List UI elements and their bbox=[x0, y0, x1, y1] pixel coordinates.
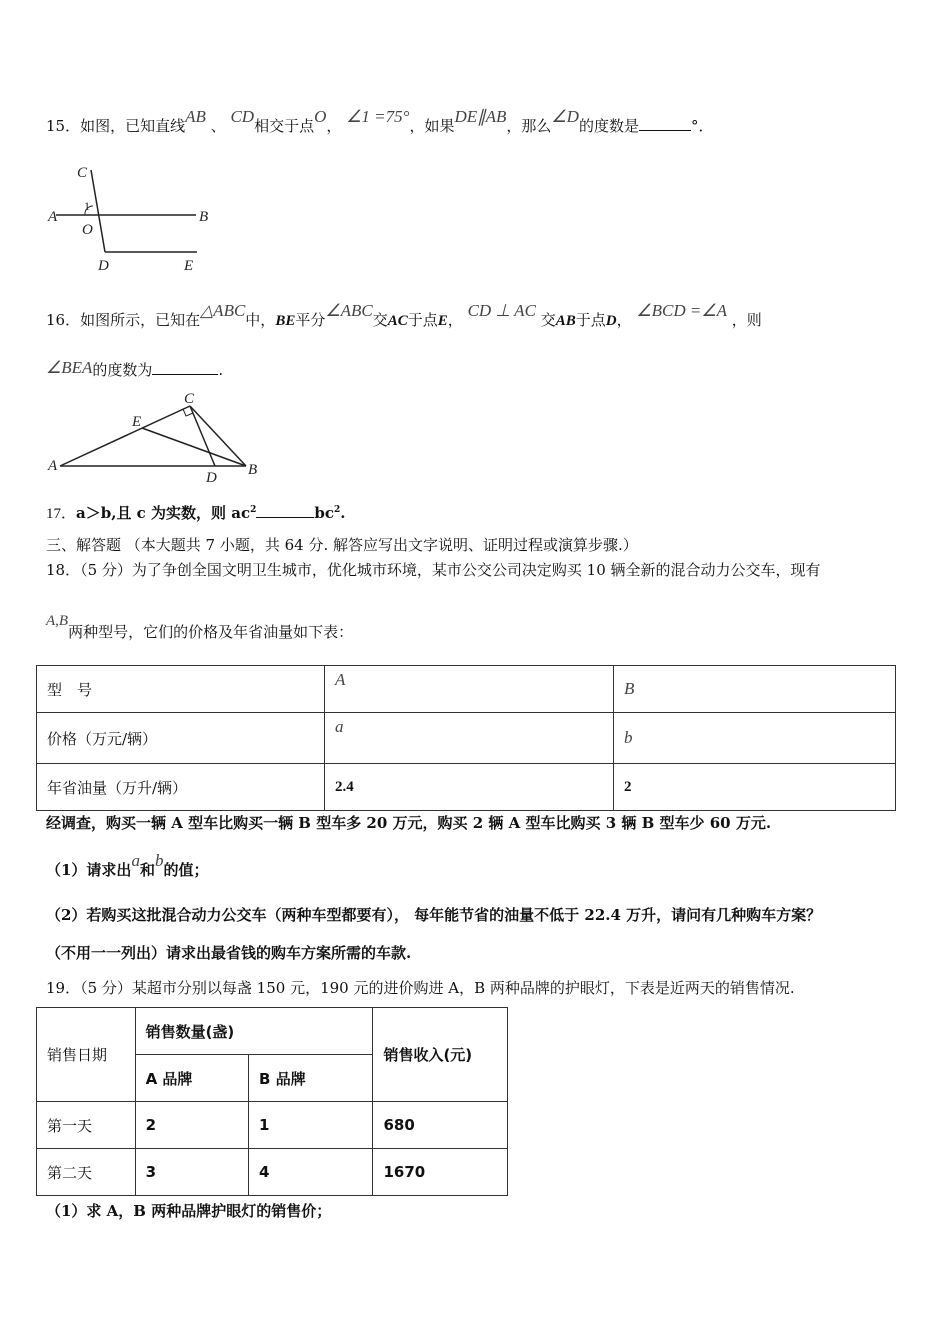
q15-number: 15． bbox=[46, 117, 81, 135]
math-o: O bbox=[314, 107, 327, 126]
table-row bbox=[37, 764, 896, 811]
table-cell: 型 号 bbox=[37, 666, 325, 713]
q16-text: ，则 bbox=[731, 311, 762, 329]
question-19-line1: 19．（5 分）某超市分别以每盏 150 元，190 元的进价购进 A，B 两种品牌的护眼灯，下表是近两天的销售情况. bbox=[46, 979, 795, 997]
q15-text: ，那么 bbox=[506, 117, 552, 135]
q16-figure bbox=[44, 392, 264, 488]
q16-text: 如图所示，已知在 bbox=[80, 311, 201, 329]
q15-comma: ， bbox=[326, 117, 342, 135]
svg-text:A: A bbox=[48, 209, 58, 225]
math-a-b: A,B bbox=[46, 613, 69, 629]
q17-text: bc bbox=[314, 504, 334, 522]
q16-text: 中， bbox=[245, 311, 276, 329]
table-row bbox=[37, 1008, 508, 1055]
svg-text:D: D bbox=[98, 258, 109, 274]
svg-text:A: A bbox=[48, 458, 58, 474]
q16-text: 于点 bbox=[407, 311, 438, 329]
q16-tail: . bbox=[218, 361, 224, 379]
q18-text: 的值； bbox=[163, 861, 209, 879]
q16-text: 于点 bbox=[575, 311, 606, 329]
math-de-parallel-ab: DE∥AB bbox=[454, 107, 507, 126]
q17-number: 17． bbox=[46, 506, 77, 522]
svg-text:B: B bbox=[199, 209, 209, 225]
table-cell: 1670 bbox=[373, 1149, 508, 1196]
math-e: E bbox=[437, 313, 448, 329]
question-16-line2 bbox=[46, 360, 223, 380]
table-row bbox=[37, 666, 896, 713]
math-ab: AB bbox=[555, 313, 576, 329]
section-3-heading: 三、解答题 （本大题共 7 小题，共 64 分. 解答应写出文字说明、证明过程或演算步骤.） bbox=[46, 536, 638, 554]
q15-text: 如图，已知直线 bbox=[80, 117, 186, 135]
svg-text:E: E bbox=[132, 414, 142, 430]
q18-part1 bbox=[46, 851, 209, 880]
q18-text: 两种型号，它们的价格及年省油量如下表： bbox=[68, 623, 354, 641]
table-cell: 2 bbox=[614, 764, 896, 811]
math-ac: AC bbox=[387, 313, 408, 329]
q18-text: 和 bbox=[139, 861, 155, 879]
math-d: D bbox=[605, 313, 617, 329]
math-angle1: ∠1 =75° bbox=[346, 107, 410, 126]
q16-text: 平分 bbox=[295, 311, 326, 329]
q16-number: 16． bbox=[46, 311, 81, 329]
answer-blank[interactable] bbox=[256, 503, 314, 518]
svg-text:E: E bbox=[184, 258, 194, 274]
svg-text:B: B bbox=[248, 462, 258, 478]
header-date: 销售日期 bbox=[37, 1008, 136, 1102]
math-cd-perp-ac: CD ⊥ AC bbox=[467, 301, 536, 320]
q18-text: （1）请求出 bbox=[46, 861, 132, 879]
q16-text: 交 bbox=[540, 311, 556, 329]
svg-text:D: D bbox=[206, 470, 217, 486]
table-cell: 1 bbox=[249, 1102, 373, 1149]
q15-figure bbox=[44, 160, 224, 278]
q15-sep: 、 bbox=[210, 117, 226, 135]
cell-value: A bbox=[335, 670, 346, 689]
q16-comma: ， bbox=[616, 311, 632, 329]
q15-text: ，如果 bbox=[409, 117, 455, 135]
question-18-line1: 18．（5 分）为了争创全国文明卫生城市，优化城市环境，某市公交公司决定购买 10 辆全新的混合动力公交车，现有 bbox=[46, 561, 821, 579]
q15-text: 的度数是 bbox=[578, 117, 639, 135]
table-row bbox=[37, 1102, 508, 1149]
svg-text:O: O bbox=[82, 222, 93, 238]
header-brand-b: B 品牌 bbox=[249, 1055, 373, 1102]
table-row bbox=[37, 713, 896, 764]
math-cd: CD bbox=[230, 107, 255, 126]
q16-text: 的度数为 bbox=[92, 361, 153, 379]
label-c: C bbox=[77, 165, 88, 181]
cell-value: a bbox=[335, 717, 344, 736]
table-cell bbox=[325, 713, 614, 764]
header-income: 销售收入(元) bbox=[373, 1008, 508, 1102]
table-cell: 2 bbox=[135, 1102, 248, 1149]
cell-value: b bbox=[624, 728, 633, 747]
table-cell: 4 bbox=[249, 1149, 373, 1196]
table-cell: 2.4 bbox=[325, 764, 614, 811]
question-15 bbox=[46, 107, 714, 136]
math-angle-abc: ∠ABC bbox=[325, 301, 373, 320]
q17-tail: . bbox=[340, 504, 346, 522]
header-brand-a: A 品牌 bbox=[135, 1055, 248, 1102]
table-cell: 第二天 bbox=[37, 1149, 136, 1196]
q18-survey: 经调查，购买一辆 A 型车比购买一辆 B 型车多 20 万元，购买 2 辆 A 型车比购买 3 辆 B 型车少 60 万元. bbox=[46, 814, 772, 832]
table-cell: 3 bbox=[135, 1149, 248, 1196]
math-triangle-abc: △ABC bbox=[200, 301, 246, 320]
answer-blank[interactable] bbox=[152, 360, 218, 375]
question-16 bbox=[46, 301, 762, 331]
answer-blank[interactable] bbox=[639, 116, 691, 131]
q18-part3: （不用一一列出）请求出最省钱的购车方案所需的车款. bbox=[46, 944, 412, 962]
q18-part2: （2）若购买这批混合动力公交车（两种车型都要有）， 每年能节省的油量不低于 22.4 万升，请问有几种购车方案？ bbox=[46, 906, 822, 924]
q19-table bbox=[36, 1007, 508, 1196]
question-18-line2 bbox=[46, 613, 354, 643]
table-cell bbox=[325, 657, 614, 704]
q15-tail: °． bbox=[690, 117, 714, 135]
svg-text:1: 1 bbox=[84, 199, 90, 213]
math-angle-d: ∠D bbox=[551, 107, 579, 126]
table-cell: 价格（万元/辆） bbox=[37, 713, 325, 764]
cell-value: B bbox=[624, 679, 635, 698]
math-be: BE bbox=[275, 313, 296, 329]
q15-text: 相交于点 bbox=[254, 117, 315, 135]
q18-table bbox=[36, 665, 896, 811]
svg-text:C: C bbox=[184, 392, 195, 407]
q16-text: 交 bbox=[372, 311, 388, 329]
table-cell bbox=[614, 666, 896, 713]
math-b: b bbox=[154, 851, 164, 870]
table-row bbox=[37, 1149, 508, 1196]
q17-sup: 2 bbox=[334, 505, 341, 515]
math-angle-bea: ∠BEA bbox=[46, 358, 93, 377]
math-a: a bbox=[131, 851, 140, 870]
q17-sup: 2 bbox=[250, 505, 257, 515]
q19-part1: （1）求 A，B 两种品牌护眼灯的销售价； bbox=[46, 1202, 332, 1220]
table-cell: 680 bbox=[373, 1102, 508, 1149]
question-17 bbox=[46, 500, 346, 524]
header-qty: 销售数量(盏) bbox=[135, 1008, 373, 1055]
q17-text: a＞b,且 c 为实数，则 ac bbox=[76, 504, 251, 522]
math-bcd-eq-a: ∠BCD =∠A bbox=[636, 301, 727, 320]
math-ab: AB bbox=[185, 107, 206, 126]
table-cell: 年省油量（万升/辆） bbox=[37, 764, 325, 811]
table-cell: 第一天 bbox=[37, 1102, 136, 1149]
table-cell bbox=[614, 713, 896, 764]
q16-comma: ， bbox=[447, 311, 463, 329]
